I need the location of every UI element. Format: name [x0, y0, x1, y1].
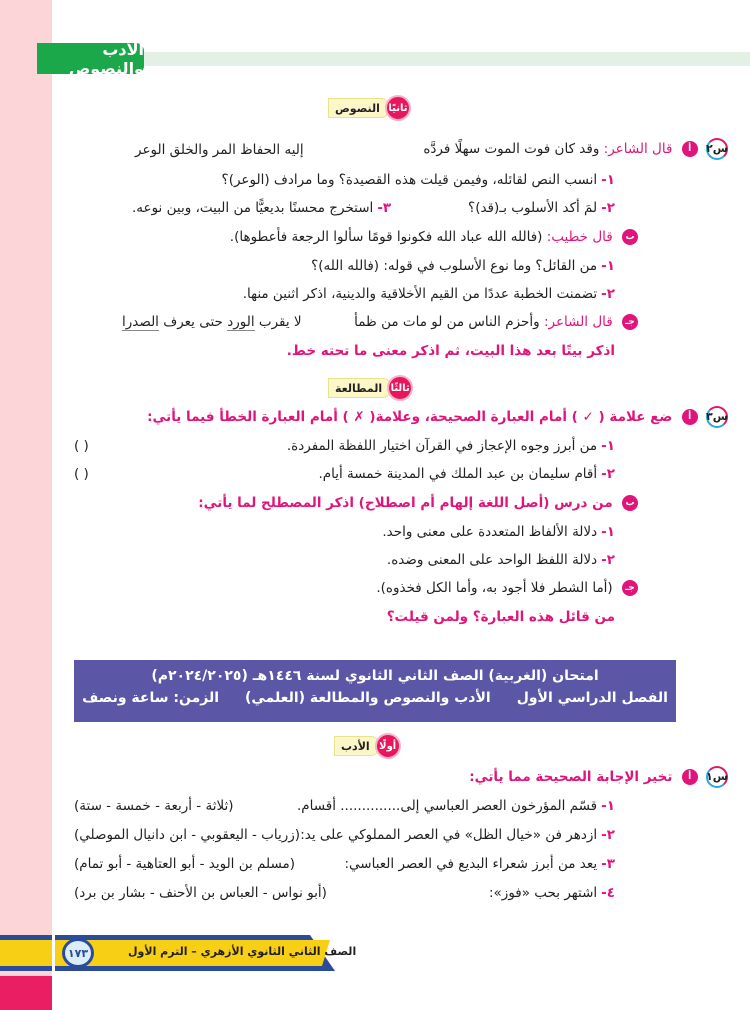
- item-text: قسّم المؤرخون العصر العباسي إلى.............. أقسام.: [296, 798, 598, 814]
- verse-first-hemistich: وأحزم الناس من لو مات من ظمأ: [354, 314, 540, 330]
- q1-a-item-1: [297, 796, 615, 816]
- q2-a-verse: [423, 138, 728, 160]
- exam-title: امتحان (الغربية) الصف الثاني الثانوي لسنة ١٤٤٦هـ (٢٠٢٤/٢٠٢٥م): [151, 668, 599, 684]
- item-choices: (أبو نواس - العباس بن الأحنف - بشار بن برد): [74, 885, 327, 901]
- underlined-word: الورد: [227, 314, 255, 330]
- q2-c-lead: قال الشاعر:: [543, 314, 613, 330]
- footer-divider: [52, 935, 55, 971]
- item-number: ٢-: [601, 466, 615, 482]
- side-margin-accent: [0, 976, 52, 1010]
- side-margin-strip: [0, 0, 52, 1010]
- verse-part: حتى يعرف: [158, 314, 228, 330]
- q2-a-item-1: [222, 170, 615, 190]
- q3-b-item-1: [382, 522, 615, 542]
- q3-b-item-2: [387, 550, 615, 570]
- section-header-title: الأدب والنصوص: [68, 39, 144, 78]
- instruction-text: تخير الإجابة الصحيحة مما يأتي:: [469, 769, 673, 785]
- letter-marker-icon: ب: [622, 229, 638, 245]
- item-text: يعد من أبرز شعراء البديع في العصر العباسي:: [344, 856, 598, 872]
- verse-part: لا يقرب: [254, 314, 302, 330]
- section-badge-texts: [328, 96, 411, 120]
- q2-a-item-2: [468, 198, 615, 218]
- item-choices: (مسلم بن الويد - أبو العتاهية - أبو تمام): [74, 856, 296, 872]
- section-badge-number: أولًا: [375, 733, 401, 759]
- page-number: ١٧٣: [62, 938, 94, 968]
- section-badge-label: المطالعة: [328, 378, 391, 398]
- exam-header-box: [74, 660, 676, 722]
- item-choices: (زرياب - اليعقوبي - ابن دانيال الموصلي): [74, 827, 301, 843]
- item-number: ١-: [601, 258, 615, 274]
- q3-a-item-1: [287, 436, 615, 456]
- item-text: اشتهر بحب «فوز»:: [489, 885, 598, 901]
- letter-marker-icon: أ: [682, 769, 698, 785]
- q2-c-task: اذكر بيتًا بعد هذا البيت، ثم اذكر معنى ما تحته خط.: [286, 343, 615, 359]
- letter-marker-icon: أ: [682, 409, 698, 425]
- section-badge-number: ثانيًا: [385, 95, 411, 121]
- item-text: استخرج محسنًا بديعيًّا من البيت، وبين نوعه.: [132, 200, 374, 216]
- item-text: تضمنت الخطبة عددًا من القيم الأخلاقية والدينية، اذكر اثنين منها.: [242, 286, 598, 302]
- verse-second-hemistich: [122, 312, 302, 332]
- item-text: دلالة اللفظ الواحد على المعنى وضده.: [386, 552, 598, 568]
- item-number: ١-: [601, 172, 615, 188]
- item-text: لمَ أكد الأسلوب بـ(قد)؟: [468, 200, 598, 216]
- book-title: الصف الثاني الثانوي الأزهري – الترم الأول: [128, 945, 357, 958]
- q2-b-item-1: [311, 256, 615, 276]
- section-badge-number: ثالثًا: [387, 375, 413, 401]
- quote-text: (أما الشطر فلا أجود به، وأما الكل فخذوه).: [376, 580, 613, 596]
- section-header-tab: [37, 39, 144, 78]
- q3-c-task: من قائل هذه العبارة؟ ولمن قيلت؟: [386, 609, 615, 625]
- item-choices: (ثلاثة - أربعة - خمسة - ستة): [74, 798, 234, 814]
- q3-a-instruction: [147, 406, 728, 428]
- q2-a-item-3: [132, 198, 391, 218]
- item-text: من أبرز وجوه الإعجاز في القرآن اختيار اللفظة المفردة.: [286, 438, 598, 454]
- exam-subject: الأدب والنصوص والمطالعة (العلمي): [245, 690, 491, 706]
- q2-b-quote: [230, 227, 638, 247]
- item-number: ١-: [601, 798, 615, 814]
- q2-c-verse: [354, 312, 638, 332]
- item-text: من القائل؟ وما نوع الأسلوب في قوله: (فالله الله)؟: [311, 258, 598, 274]
- answer-blank[interactable]: ( ): [74, 466, 89, 482]
- letter-marker-icon: جـ: [622, 580, 638, 596]
- verse-first-hemistich: وقد كان فوت الموت سهلًا فردَّه: [423, 141, 600, 157]
- item-number: ٣-: [601, 856, 615, 872]
- letter-marker-icon: أ: [682, 141, 698, 157]
- page-footer: [0, 935, 357, 971]
- verse-second-hemistich: إليه الحفاظ المر والخلق الوعر: [135, 142, 304, 158]
- q1-a-instruction: [469, 766, 728, 788]
- item-number: ٢-: [601, 827, 615, 843]
- item-number: ٢-: [601, 552, 615, 568]
- item-number: ٣-: [377, 200, 392, 216]
- item-text: ازدهر فن «خيال الظل» في العصر المملوكي على يد:: [300, 827, 598, 843]
- letter-marker-icon: جـ: [622, 314, 638, 330]
- q1-a-item-3: [345, 854, 616, 874]
- q1-a-item-2: [300, 825, 615, 845]
- q2-a-lead: قال الشاعر:: [603, 141, 673, 157]
- answer-blank[interactable]: ( ): [74, 438, 89, 454]
- question-number-icon: س٣: [706, 406, 728, 428]
- exam-term: الفصل الدراسي الأول: [516, 690, 668, 706]
- section-badge-label: النصوص: [328, 98, 389, 118]
- q3-a-item-2: [318, 464, 615, 484]
- item-text: دلالة الألفاظ المتعددة على معنى واحد.: [382, 524, 598, 540]
- item-number: ١-: [601, 524, 615, 540]
- exam-details: [74, 690, 676, 706]
- q2-b-item-2: [243, 284, 615, 304]
- section-badge-label: الأدب: [334, 736, 379, 756]
- instruction-text: من درس (أصل اللغة إلهام أم اصطلاح) اذكر المصطلح لما يأتي:: [198, 495, 613, 511]
- question-number-icon: س١: [706, 766, 728, 788]
- q2-b-quote-text: (فالله الله عباد الله فكونوا قومًا سألوا الرجعة فأعطوها).: [229, 229, 543, 245]
- exam-time: الزمن: ساعة ونصف: [82, 690, 220, 706]
- item-text: انسب النص لقائله، وفيمن قيلت هذه القصيدة؟ وما مرادف (الوعر)؟: [221, 172, 598, 188]
- q1-a-item-4: [489, 883, 615, 903]
- instruction-text: ضع علامة ( ✓ ) أمام العبارة الصحيحة، وعلامة( ✗ ) أمام العبارة الخطأ فيما يأتي:: [147, 409, 673, 425]
- q3-c-quote: [376, 578, 638, 598]
- section-badge-reading: [328, 376, 413, 400]
- letter-marker-icon: ب: [622, 495, 638, 511]
- item-text: أقام سليمان بن عبد الملك في المدينة خمسة أيام.: [318, 466, 598, 482]
- item-number: ٢-: [601, 200, 615, 216]
- question-number-icon: س٢: [706, 138, 728, 160]
- item-number: ١-: [601, 438, 615, 454]
- q3-b-instruction: [198, 493, 638, 513]
- q2-b-lead: قال خطيب:: [546, 229, 613, 245]
- underlined-word: الصدرا: [122, 314, 159, 330]
- item-number: ٢-: [601, 286, 615, 302]
- section-badge-literature: [334, 734, 401, 758]
- header-bar: [52, 52, 750, 66]
- item-number: ٤-: [601, 885, 615, 901]
